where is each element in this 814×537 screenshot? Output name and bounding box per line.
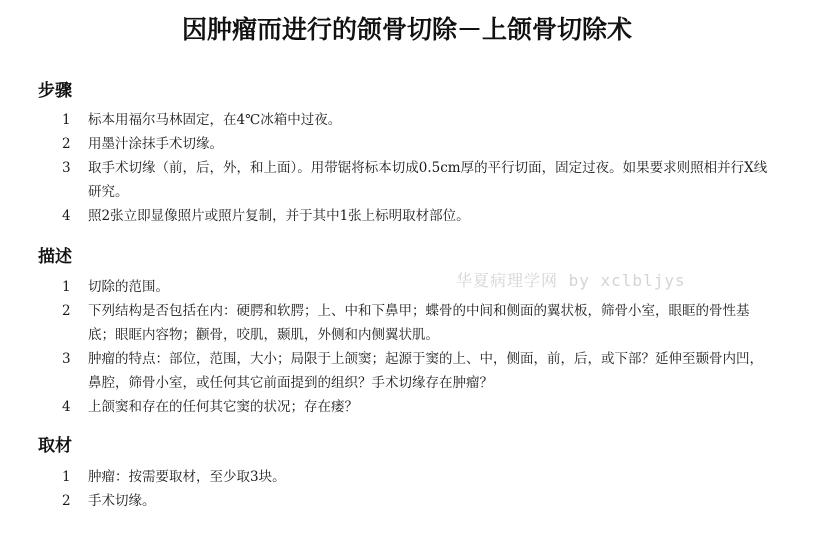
item-text: 切除的范围。 [88,279,169,295]
list-item [62,347,772,395]
item-number: 2 [62,136,71,152]
section-heading-steps: 步骤 [38,81,72,101]
list-item [62,108,772,132]
section-heading-sampling: 取材 [38,436,72,456]
item-text: 取手术切缘（前，后，外，和上面）。用带锯将标本切成0.5cm厚的平行切面，固定过夜。如果要求则照相并行X线研究。 [88,160,768,200]
item-text: 照2张立即显像照片或照片复制，并于其中1张上标明取材部位。 [88,208,470,224]
list-item [62,465,772,489]
list-item [62,156,772,204]
list-item [62,132,772,156]
item-number: 3 [62,160,71,176]
item-number: 2 [62,303,71,319]
item-text: 手术切缘。 [88,493,156,509]
item-number: 1 [62,112,71,128]
item-text: 下列结构是否包括在内：硬腭和软腭；上、中和下鼻甲；蝶骨的中间和侧面的翼状板，筛骨小室，眼眶的骨性基底；眼眶内容物；颧骨，咬肌，颞肌，外侧和内侧翼状肌。 [88,303,750,343]
item-text: 用墨汁涂抹手术切缘。 [88,136,223,152]
description-list [62,275,772,419]
item-text: 肿瘤：按需要取材，至少取3块。 [88,469,286,485]
sampling-list [62,465,772,513]
item-text: 上颌窦和存在的任何其它窦的状况；存在瘘？ [88,399,358,415]
list-item [62,299,772,347]
item-text: 肿瘤的特点：部位，范围，大小；局限于上颌窦；起源于窦的上、中，侧面，前，后，或下部？延伸至颞骨内凹，鼻腔，筛骨小室，或任何其它前面提到的组织？手术切缘存在肿瘤？ [88,351,763,391]
list-item [62,204,772,228]
item-number: 1 [62,279,71,295]
item-number: 2 [62,493,71,509]
item-number: 4 [62,399,71,415]
steps-list [62,108,772,228]
watermark: 华夏病理学网 by xclbljys [456,271,686,290]
page-title: 因肿瘤而进行的颌骨切除－上颌骨切除术 [181,15,632,44]
item-number: 4 [62,208,71,224]
item-text: 标本用福尔马林固定，在4℃冰箱中过夜。 [88,112,342,128]
item-number: 3 [62,351,71,367]
section-heading-description: 描述 [38,247,72,267]
item-number: 1 [62,469,71,485]
list-item [62,489,772,513]
list-item [62,395,772,419]
